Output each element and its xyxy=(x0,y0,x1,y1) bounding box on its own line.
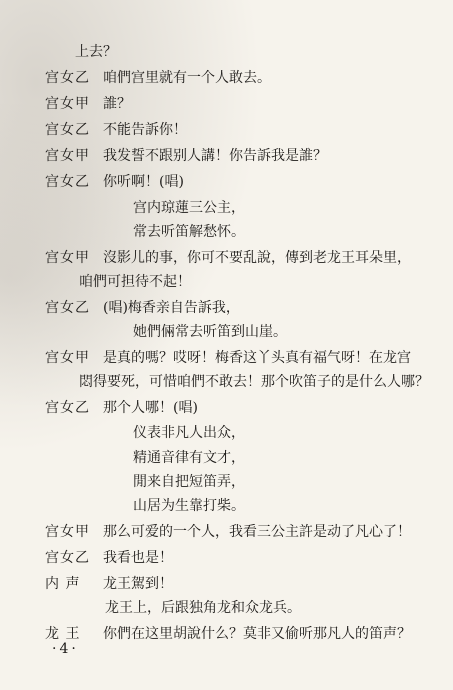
continuation-line-row xyxy=(0,270,453,294)
dialogue-line xyxy=(0,546,453,570)
speaker-name: 宫女乙 xyxy=(45,400,90,416)
speech-text: 你們在这里胡說什么？莫非又偷听那凡人的笛声？ xyxy=(103,626,411,642)
speech-text: 不能告訴你！ xyxy=(103,122,187,138)
continuation-line: 上去？ xyxy=(75,44,117,60)
speaker-name: 宫女甲 xyxy=(45,96,90,112)
speech-text: 你听啊！(唱) xyxy=(103,174,184,190)
speaker-name: 宫女甲 xyxy=(45,524,90,540)
continuation-line-row xyxy=(0,370,453,394)
dialogue-line xyxy=(0,396,453,420)
speech-text: 那个人哪！(唱) xyxy=(103,400,198,416)
speaker-name: 龙 王 xyxy=(45,626,81,642)
dialogue-line xyxy=(0,520,453,544)
verse-line-row xyxy=(0,446,453,470)
page-number: ·4· xyxy=(52,641,79,657)
dialogue-line xyxy=(0,170,453,194)
verse-line-row xyxy=(0,220,453,244)
speech-text: 龙王駕到！ xyxy=(103,576,173,592)
dialogue-line xyxy=(0,92,453,116)
speech-text: 誰？ xyxy=(103,96,131,112)
dialogue-line xyxy=(0,296,453,320)
speaker-name: 宫女甲 xyxy=(45,250,90,266)
speaker-name: 宫女乙 xyxy=(45,70,90,86)
continuation-line: 悶得要死，可惜咱們不敢去！那个吹笛子的是什么人哪？ xyxy=(79,374,429,390)
verse-line: 仪表非凡人出众， xyxy=(133,425,245,441)
verse-line-row xyxy=(0,421,453,445)
continuation-line-row xyxy=(0,40,453,64)
speech-text: 我发誓不跟别人講！你告訴我是誰？ xyxy=(103,148,327,164)
verse-line-row xyxy=(0,470,453,494)
speaker-name: 内 声 xyxy=(45,576,81,592)
speech-text: 那么可爱的一个人，我看三公主許是动了凡心了！ xyxy=(103,524,411,540)
speaker-name: 宫女乙 xyxy=(45,174,90,190)
stage-direction-row xyxy=(0,596,453,620)
verse-line: 常去听笛解愁怀。 xyxy=(133,224,245,240)
speech-text: (唱)梅香亲自告訴我， xyxy=(103,300,240,316)
speaker-name: 宫女乙 xyxy=(45,300,90,316)
speaker-name: 宫女乙 xyxy=(45,550,90,566)
speech-text: 是真的嗎？哎呀！梅香这丫头真有福气呀！在龙宫 xyxy=(103,350,411,366)
dialogue-line xyxy=(0,346,453,370)
speaker-name: 宫女甲 xyxy=(45,148,90,164)
dialogue-line xyxy=(0,572,453,596)
dialogue-line xyxy=(0,144,453,168)
verse-line-row xyxy=(0,494,453,518)
verse-line: 宫内琼蓮三公主， xyxy=(133,200,245,216)
verse-line-row xyxy=(0,320,453,344)
speech-text: 我看也是！ xyxy=(103,550,173,566)
dialogue-line xyxy=(0,66,453,90)
verse-line: 精通音律有文才， xyxy=(133,450,245,466)
dialogue-line xyxy=(0,118,453,142)
verse-line: 她們倆常去听笛到山崖。 xyxy=(133,324,287,340)
verse-line: 閒来自把短笛弄， xyxy=(133,474,245,490)
speech-text: 沒影儿的事，你可不要乱說，傳到老龙王耳朵里， xyxy=(103,250,411,266)
dialogue-line xyxy=(0,246,453,270)
speaker-name: 宫女乙 xyxy=(45,122,90,138)
speaker-name: 宫女甲 xyxy=(45,350,90,366)
verse-line-row xyxy=(0,196,453,220)
verse-line: 山居为生靠打柴。 xyxy=(133,498,245,514)
continuation-line: 咱們可担待不起！ xyxy=(79,274,191,290)
stage-direction: 龙王上，后跟独角龙和众龙兵。 xyxy=(105,600,301,616)
speech-text: 咱們宫里就有一个人敢去。 xyxy=(103,70,271,86)
